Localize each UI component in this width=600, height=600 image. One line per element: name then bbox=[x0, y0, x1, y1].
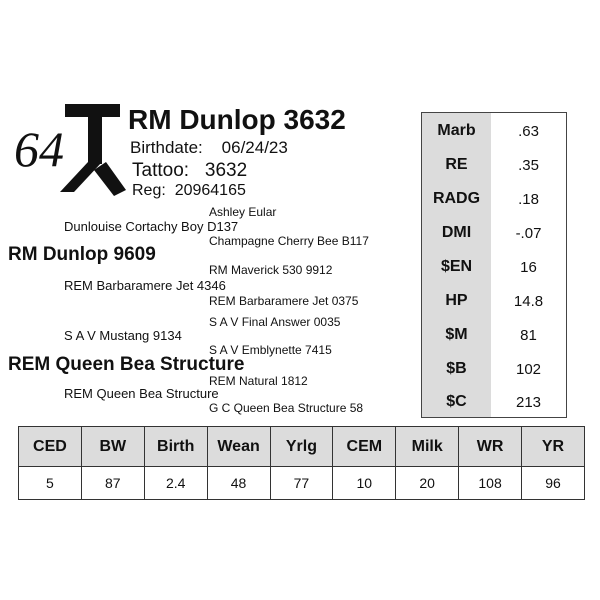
tattoo-line bbox=[132, 160, 247, 182]
reg-label: Reg: bbox=[132, 182, 166, 199]
epd-label: RADG bbox=[432, 190, 481, 207]
col-header: BW bbox=[81, 427, 144, 467]
epd-value: .63 bbox=[518, 122, 539, 140]
tattoo-value: 3632 bbox=[204, 160, 248, 181]
table-cell: 5 bbox=[19, 467, 82, 500]
pedigree-sire-sire-sire: Ashley Eular bbox=[209, 205, 277, 219]
lot-number: 64 bbox=[14, 121, 64, 177]
pedigree-dam-dam: REM Queen Bea Structure bbox=[64, 386, 219, 401]
epd-row-dmi bbox=[422, 216, 566, 250]
col-header: Yrlg bbox=[270, 427, 333, 467]
epd-box bbox=[421, 112, 567, 418]
epd-value: 81 bbox=[520, 326, 537, 344]
brand-mark-icon bbox=[40, 104, 130, 204]
table-cell: 108 bbox=[459, 467, 522, 500]
epd-row-marb bbox=[422, 114, 566, 148]
pedigree-dam-sire-dam: S A V Emblynette 7415 bbox=[209, 343, 332, 357]
epd-table-value-row bbox=[19, 467, 585, 500]
table-cell: 87 bbox=[81, 467, 144, 500]
col-header: WR bbox=[459, 427, 522, 467]
pedigree-sire-dam-sire: RM Maverick 530 9912 bbox=[209, 263, 333, 277]
tattoo-label: Tattoo: bbox=[132, 160, 190, 181]
epd-value: .18 bbox=[518, 190, 539, 208]
birthdate-line bbox=[130, 138, 288, 158]
epd-value: 213 bbox=[515, 393, 542, 411]
pedigree-sire-dam-dam: REM Barbaramere Jet 0375 bbox=[209, 294, 359, 308]
col-header: CED bbox=[19, 427, 82, 467]
reg-line bbox=[132, 182, 246, 200]
col-header: YR bbox=[522, 427, 585, 467]
epd-row-radg bbox=[422, 182, 566, 216]
epd-value: .35 bbox=[518, 156, 539, 174]
animal-name: RM Dunlop 3632 bbox=[128, 104, 346, 135]
table-cell: 77 bbox=[270, 467, 333, 500]
col-header: Birth bbox=[144, 427, 207, 467]
epd-row-m bbox=[422, 318, 566, 352]
table-cell: 20 bbox=[396, 467, 459, 500]
col-header: Wean bbox=[207, 427, 270, 467]
birthdate-value: 06/24/23 bbox=[221, 138, 288, 157]
pedigree-dam-dam-sire: REM Natural 1812 bbox=[209, 374, 308, 388]
epd-table bbox=[18, 426, 585, 500]
epd-value: 16 bbox=[520, 258, 537, 276]
pedigree-sire: RM Dunlop 9609 bbox=[8, 244, 156, 265]
epd-row-en bbox=[422, 250, 566, 284]
col-header: CEM bbox=[333, 427, 396, 467]
epd-row-re bbox=[422, 148, 566, 182]
epd-label: $C bbox=[446, 393, 467, 410]
epd-label: $EN bbox=[440, 258, 473, 275]
epd-table-header-row bbox=[19, 427, 585, 467]
pedigree-dam: REM Queen Bea Structure bbox=[8, 354, 245, 375]
table-cell: 10 bbox=[333, 467, 396, 500]
epd-value: 102 bbox=[515, 360, 542, 378]
reg-value: 20964165 bbox=[174, 182, 246, 199]
pedigree-dam-sire-sire: S A V Final Answer 0035 bbox=[209, 315, 341, 329]
col-header: Milk bbox=[396, 427, 459, 467]
epd-label: Marb bbox=[437, 122, 476, 139]
table-cell: 48 bbox=[207, 467, 270, 500]
epd-label: $M bbox=[445, 326, 468, 343]
pedigree-dam-dam-dam: G C Queen Bea Structure 58 bbox=[209, 401, 364, 415]
epd-label: RE bbox=[445, 156, 468, 173]
epd-row-c bbox=[422, 385, 566, 419]
pedigree-sire-sire: Dunlouise Cortachy Boy D137 bbox=[64, 219, 239, 234]
pedigree-sire-sire-dam: Champagne Cherry Bee B117 bbox=[209, 234, 369, 248]
pedigree-sire-dam: REM Barbaramere Jet 4346 bbox=[64, 278, 226, 293]
epd-label: DMI bbox=[441, 224, 472, 241]
epd-label: $B bbox=[446, 360, 467, 377]
table-cell: 96 bbox=[522, 467, 585, 500]
epd-row-b bbox=[422, 352, 566, 386]
epd-row-hp bbox=[422, 284, 566, 318]
epd-label: HP bbox=[445, 292, 468, 309]
epd-value: 14.8 bbox=[513, 292, 544, 310]
table-cell: 2.4 bbox=[144, 467, 207, 500]
epd-value: -.07 bbox=[515, 224, 542, 242]
pedigree-dam-sire: S A V Mustang 9134 bbox=[64, 328, 182, 343]
birthdate-label: Birthdate: bbox=[130, 138, 203, 157]
